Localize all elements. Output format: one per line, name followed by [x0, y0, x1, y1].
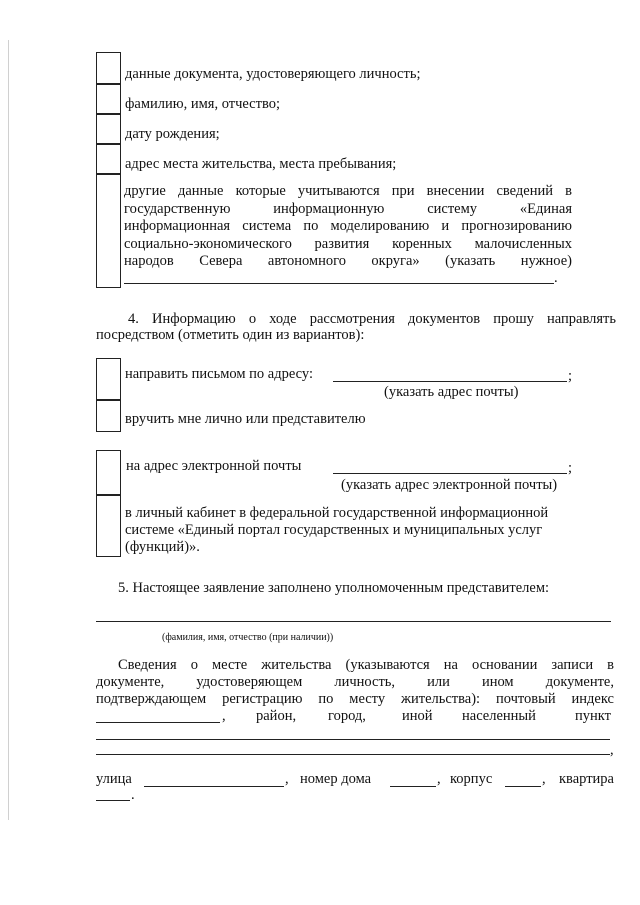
email-address-line[interactable] — [333, 473, 567, 474]
residence-word-other: иной — [402, 708, 433, 724]
checkbox-personal[interactable] — [96, 400, 121, 432]
checkbox-other-data[interactable] — [96, 174, 121, 288]
item-birth-date: дату рождения; — [125, 126, 220, 142]
section5-heading: 5. Настоящее заявление заполнено уполномоченным представителем: — [118, 580, 550, 596]
mail-end: ; — [568, 368, 573, 384]
representative-name-caption: (фамилия, имя, отчество (при наличии)) — [162, 632, 334, 643]
item-document-data: данные документа, удостоверяющего личность; — [125, 66, 421, 82]
residence-word-city: город, — [328, 708, 366, 724]
portal-line-3: (функций)». — [125, 539, 200, 555]
option-email-label: на адрес электронной почты — [126, 458, 302, 474]
residence-line-3: подтверждающем регистрацию по месту жительства): почтовый индекс — [96, 691, 614, 707]
other-data-line-1: другие данные которые учитываются при внесении сведений в — [124, 183, 572, 199]
checkbox-document-data[interactable] — [96, 52, 121, 84]
checkbox-mail[interactable] — [96, 358, 121, 400]
section4-heading: 4. Информацию о ходе рассмотрения документов прошу направлять — [128, 311, 616, 327]
checkbox-full-name[interactable] — [96, 84, 121, 114]
item-full-name: фамилию, имя, отчество; — [125, 96, 280, 112]
postal-index-line[interactable] — [96, 722, 220, 723]
street-line[interactable] — [144, 786, 284, 787]
item-address: адрес места жительства, места пребывания; — [125, 156, 397, 172]
corpus-label: корпус — [450, 771, 493, 787]
residence-line-1: Сведения о месте жительства (указываются на основании записи в — [118, 657, 614, 673]
street-label: улица — [96, 771, 132, 787]
checkbox-birth-date[interactable] — [96, 114, 121, 144]
corpus-line[interactable] — [505, 786, 541, 787]
email-caption: (указать адрес электронной почты) — [341, 477, 558, 493]
mail-address-line[interactable] — [333, 381, 567, 382]
apartment-line[interactable] — [96, 800, 130, 801]
checkbox-portal[interactable] — [96, 495, 121, 557]
option-personal-label: вручить мне лично или представителю — [125, 411, 366, 427]
residence-word-point: пункт — [575, 708, 611, 724]
portal-line-2: системе «Единый портал государственных и муниципальных услуг — [125, 522, 543, 538]
other-data-line-3: информационная система по моделированию и прогнозированию — [124, 218, 572, 234]
residence-word-settlement: населенный — [462, 708, 536, 724]
portal-line-1: в личный кабинет в федеральной государственной информационной — [125, 505, 549, 521]
mail-caption: (указать адрес почты) — [384, 384, 519, 400]
other-data-line-2: государственную информационную систему «Единая — [124, 200, 572, 217]
item-other-data — [124, 183, 572, 271]
settlement-line-2[interactable] — [96, 754, 610, 755]
section4-subheading: посредством (отметить один из вариантов): — [96, 327, 365, 343]
checkbox-address[interactable] — [96, 144, 121, 174]
email-end: ; — [568, 460, 573, 476]
representative-name-line[interactable] — [96, 621, 611, 622]
residence-line-2: документе, удостоверяющем личность, или ином документе, — [96, 674, 614, 690]
settlement-line-1[interactable] — [96, 739, 610, 740]
apartment-label: квартира — [559, 771, 614, 787]
other-data-fill-line[interactable] — [124, 283, 554, 284]
residence-word-district: район, — [256, 708, 297, 724]
page-edge-shadow — [8, 40, 9, 820]
checkbox-email[interactable] — [96, 450, 121, 495]
other-data-line-5: народов Севера автономного округа» (указать нужное) — [124, 253, 572, 269]
option-mail-label: направить письмом по адресу: — [125, 366, 313, 382]
house-label: номер дома — [300, 771, 372, 787]
house-line[interactable] — [390, 786, 436, 787]
other-data-line-4: социально-экономического развития коренных малочисленных — [124, 235, 572, 252]
